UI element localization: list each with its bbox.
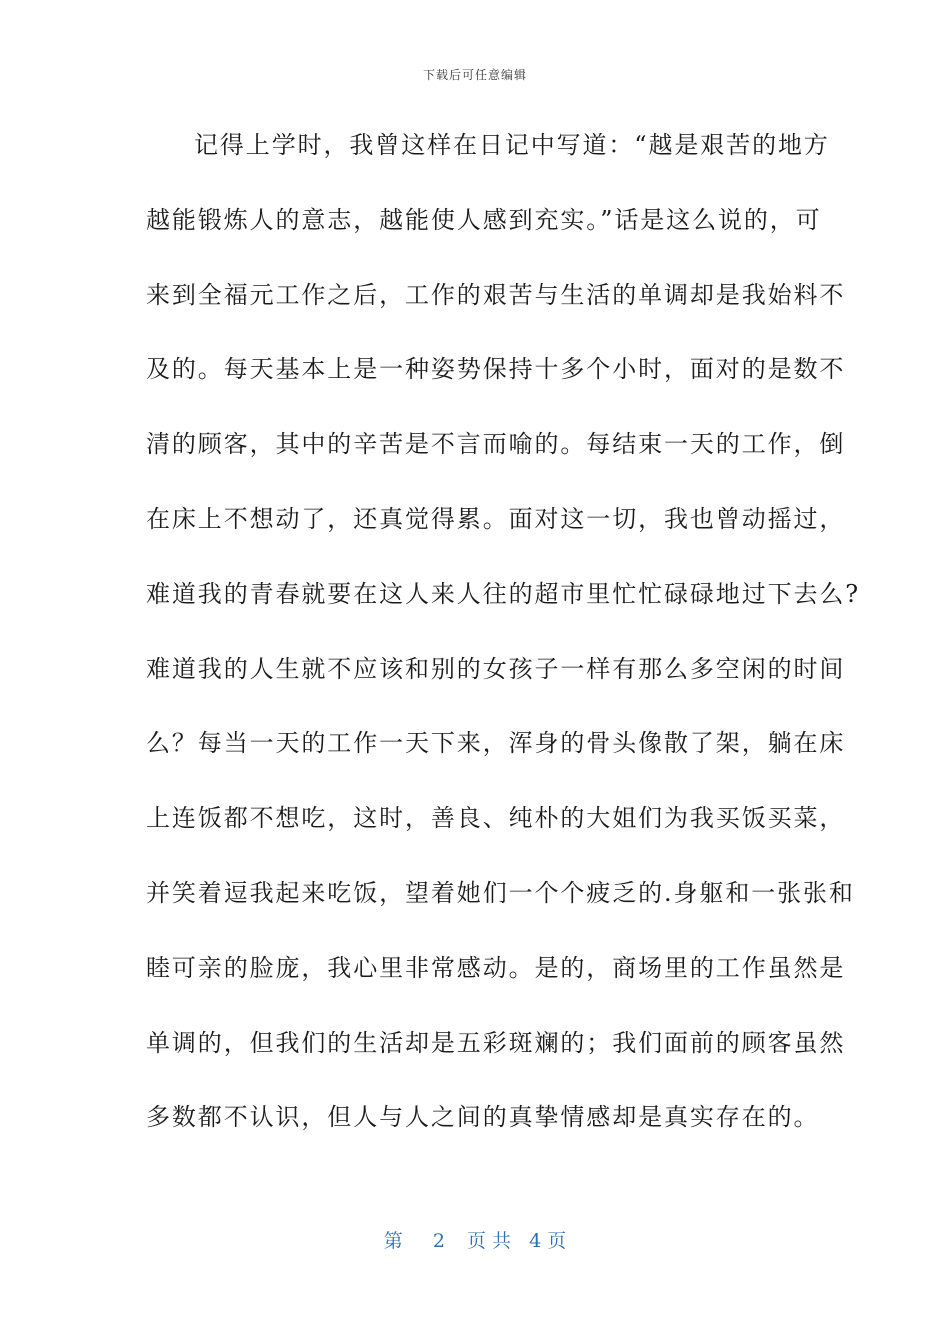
page-label-suffix: 页 bbox=[547, 1230, 567, 1252]
page-number: 2 bbox=[432, 1230, 445, 1252]
paragraph-line-3: 来到全福元工作之后，工作的艰苦与生活的单调却是我始料不 bbox=[146, 280, 846, 309]
paragraph-line-4: 及的。每天基本上是一种姿势保持十多个小时，面对的是数不 bbox=[146, 355, 846, 384]
paragraph-line-11: 并笑着逗我起来吃饭，望着她们一个个疲乏的.身躯和一张张和 bbox=[146, 878, 855, 907]
paragraph-line-5: 清的顾客，其中的辛苦是不言而喻的。每结束一天的工作，倒 bbox=[146, 430, 846, 459]
paragraph-line-8: 难道我的人生就不应该和别的女孩子一样有那么多空闲的时间 bbox=[146, 654, 846, 683]
page-footer bbox=[0, 1226, 950, 1253]
paragraph-line-1: 记得上学时，我曾这样在日记中写道：“越是艰苦的地方 bbox=[194, 131, 830, 159]
page-label-prefix: 第 bbox=[383, 1230, 403, 1252]
page-header: 下载后可任意编辑 bbox=[422, 68, 527, 82]
paragraph-line-14: 多数都不认识，但人与人之间的真挚情感却是真实存在的。 bbox=[146, 1103, 820, 1132]
total-pages: 4 bbox=[529, 1230, 542, 1252]
paragraph-line-9: 么？每当一天的工作一天下来，浑身的骨头像散了架，躺在床 bbox=[146, 729, 846, 758]
document-body bbox=[146, 120, 861, 1167]
paragraph-line-12: 睦可亲的脸庞，我心里非常感动。是的，商场里的工作虽然是 bbox=[146, 953, 846, 982]
paragraph-line-6: 在床上不想动了，还真觉得累。面对这一切，我也曾动摇过， bbox=[146, 504, 846, 533]
paragraph-line-2: 越能锻炼人的意志，越能使人感到充实。”话是这么说的，可 bbox=[146, 205, 822, 234]
page-label-mid: 页 共 bbox=[467, 1230, 512, 1252]
paragraph-line-13: 单调的，但我们的生活却是五彩斑斓的；我们面前的顾客虽然 bbox=[146, 1028, 846, 1057]
paragraph-line-7: 难道我的青春就要在这人来人往的超市里忙忙碌碌地过下去么? bbox=[146, 579, 861, 608]
paragraph-line-10: 上连饭都不想吃，这时，善良、纯朴的大姐们为我买饭买菜， bbox=[146, 804, 846, 833]
